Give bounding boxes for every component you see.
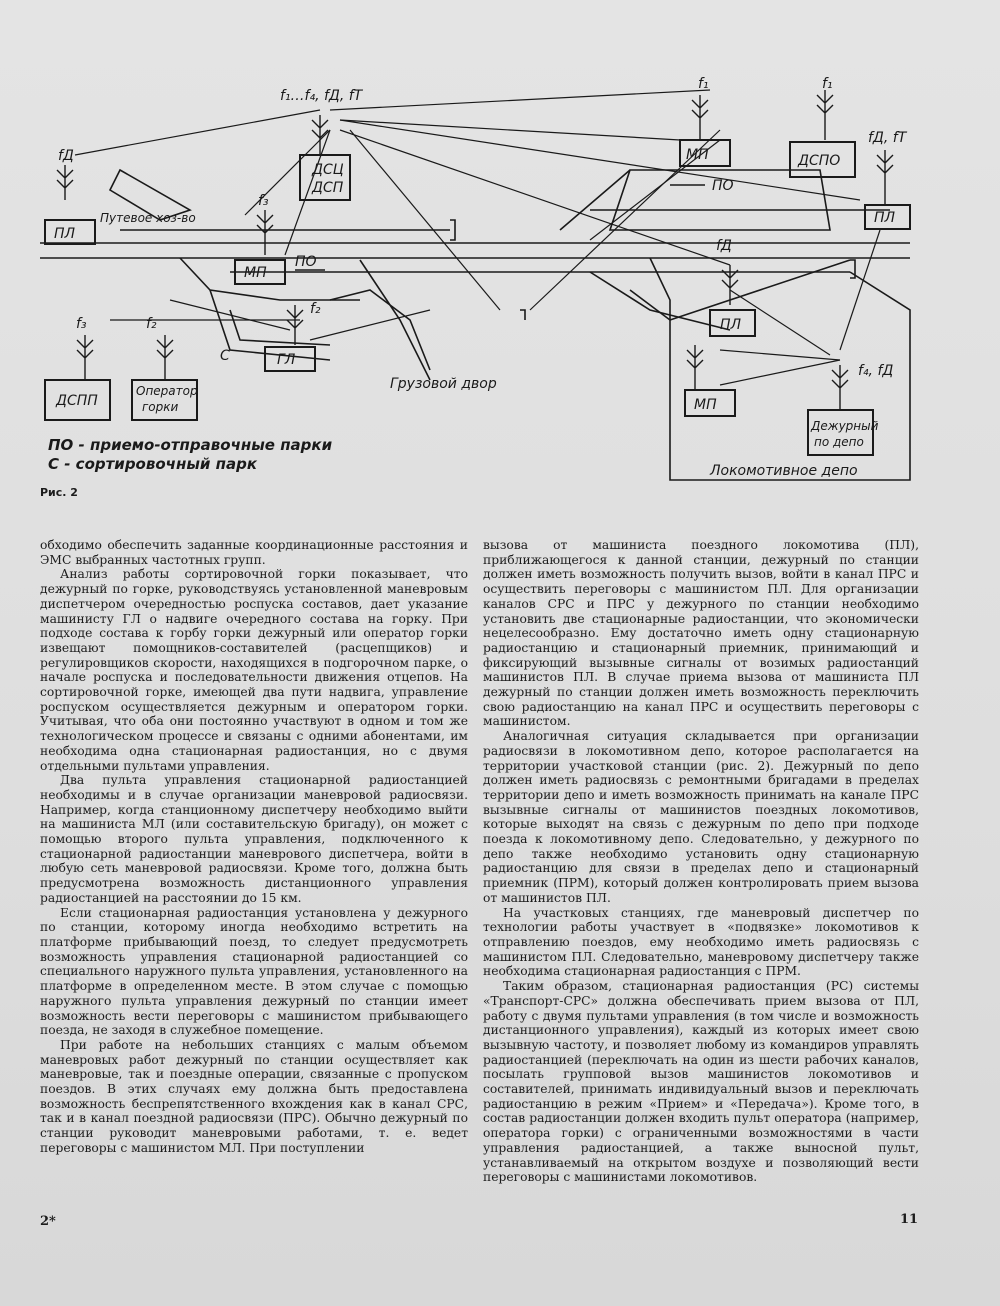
- text-column-right: [483, 538, 919, 1185]
- label-dsc: ДСЦ: [312, 162, 344, 178]
- label-po-mid: ПО: [295, 254, 317, 270]
- label-mp-top: МП: [686, 147, 709, 163]
- figure-legend-c: С - сортировочный парк: [48, 455, 258, 473]
- label-depot-duty2: по депо: [814, 435, 864, 449]
- label-pl-depot: ПЛ: [720, 317, 742, 333]
- label-top-freqs: f₁…f₄, fД, fТ: [280, 88, 363, 104]
- paragraph: Аналогичная ситуация складывается при организации радиосвязи в локомотивном депо, которое располагается на территории участковой станции (рис. 2). Дежурный по депо должен иметь радиосвязь с ремонтными бригадами в пределах территории депо и иметь возможность принимать на канале ПРС вызывные сигналы от машинистов поездных локомотивов, которые выходят на связь с дежурным по депо при подходе поезда к локомотивному депо. Следовательно, у дежурного по депо также необходимо установить одну стационарную радиостанцию для связи в пределах депо и стационарный приемник (ПРМ), который должен контролировать прием вызова от машинистов ПЛ.: [483, 729, 919, 905]
- paragraph: Таким образом, стационарная радиостанция (РС) системы «Транспорт-СРС» должна обеспечивать прием вызова от ПЛ, работу с двумя пультами управления (в том числе и возможность дистанционного управления), каждый из которых имеет свою вызывную частоту, и позволяет любому из командиров управлять радиостанцией (переключать на один из шести рабочих каналов, посылать групповой вызов машинистов локомотивов и составителей, принимать индивидуальный вызов и переключать радиостанцию в режим «Прием» и «Передача»). Кроме того, в состав радиостанции должен входить пульт оператора (например, оператора горки) с ограниченными возможностями в части управления радиостанцией, а также выносной пульт, устанавливаемый на открытом воздухе и позволяющий вести переговоры с машинистами локомотивов.: [483, 979, 919, 1185]
- text-column-left: [40, 538, 468, 1156]
- paragraph: При работе на небольших станциях с малым объемом маневровых работ дежурный по станции осуществляет как маневровые, так и поездные операции, связанные с пропуском поездов. В этих случаях ему должна быть предоставлена возможность беспрепятственного вхождения как в канал СРС, так и в канал поездной радиосвязи (ПРС). Обычно дежурный по станции руководит маневровыми работами, т. е. ведет переговоры с машинистом МЛ. При поступлении: [40, 1037, 468, 1155]
- figure-legend-po: ПО - приемо-отправочные парки: [48, 436, 333, 454]
- label-dspp: ДСПП: [56, 393, 98, 409]
- figure-caption: Рис. 2: [40, 486, 78, 499]
- label-operator: Оператор: [136, 384, 198, 398]
- label-f4-fd: f₄, fД: [858, 363, 894, 379]
- label-depot-duty1: Дежурный: [811, 419, 879, 433]
- label-fd-left: fД: [58, 148, 74, 164]
- label-f2: f₂: [310, 301, 321, 317]
- label-loco-depot: Локомотивное депо: [710, 463, 858, 479]
- label-pl-left: ПЛ: [54, 226, 76, 242]
- label-freight: Грузовой двор: [390, 376, 497, 392]
- paragraph: Анализ работы сортировочной горки показывает, что дежурный по горке, руководствуясь установленной маневровым диспетчером очередностью роспуска составов, дает указание машинисту ГЛ о надвиге очередного состава на горку. При подходе состава к горбу горки дежурный или оператор горки извещают помощников-составителей (расцепщиков) и регулировщиков скорости, находящихся в подгорочном парке, о начале роспуска и последовательности движения отцепов. На сортировочной горке, имеющей два пути надвига, управление роспуском осуществляется дежурным и оператором горки. Учитывая, что оба они постоянно участвуют в одном и том же технологическом процессе и связаны с одними абонентами, им необходима одна стационарная радиостанция, но с двумя отдельными пультами управления.: [40, 567, 468, 773]
- paragraph: Два пульта управления стационарной радиостанцией необходимы и в случае организации маневровой радиосвязи. Например, когда станционному диспетчеру необходимо выйти на машиниста МЛ (или составительскую бригаду), он может с помощью второго пульта управления, подключенного к стационарной радиостанции маневрового диспетчера, войти в любую сеть маневровой радиосвязи. Кроме того, должна быть предусмотрена возможность дистанционного управления радиостанцией на расстоянии до 15 км.: [40, 773, 468, 905]
- label-track-service: Путевое хоз-во: [100, 211, 196, 225]
- label-gl: ГЛ: [277, 352, 296, 368]
- label-mp-depot: МП: [694, 397, 717, 413]
- paragraph: Если стационарная радиостанция установлена у дежурного по станции, которому иногда необходимо встретить на платформе прибывающий поезд, то следует предусмотреть возможность управления стационарной радиостанцией со специального наружного пульта управления, установленного на платформе в определенном месте. В этом случае с помощью наружного пульта управления дежурный по станции имеет возможность вести переговоры с машинистом прибывающего поезда, не заходя в служебное помещение.: [40, 905, 468, 1038]
- paragraph: На участковых станциях, где маневровый диспетчер по технологии работы участвует в «подвязке» локомотивов к отправлению поездов, ему необходимо иметь радиосвязь с машинистом ПЛ. Следовательно, маневровому диспетчеру также необходима стационарная радиостанция с ПРМ.: [483, 905, 919, 979]
- label-f1b: f₁: [822, 76, 833, 92]
- page-number: 11: [900, 1212, 919, 1227]
- label-f2b: f₂: [146, 316, 157, 332]
- label-fd-mid: fД: [716, 238, 732, 254]
- label-mp-mid: МП: [244, 265, 267, 281]
- label-f3b: f₃: [76, 316, 87, 332]
- label-po-top: ПО: [712, 178, 734, 194]
- label-c-park: С: [220, 348, 230, 364]
- label-f3: f₃: [258, 193, 269, 209]
- label-operator2: горки: [142, 400, 179, 414]
- figure-diagram: [30, 60, 980, 490]
- paragraph: вызова от машиниста поездного локомотива (ПЛ), приближающегося к данной станции, дежурный по станции должен иметь возможность получить вызов, войти в канал ПРС и осуществить переговоры с машинистом ПЛ. Для организации каналов СРС и ПРС у дежурного по станции необходимо установить две стационарные радиостанции, что экономически нецелесообразно. Ему достаточно иметь одну стационарную радиостанцию и стационарный приемник, принимающий и фиксирующий вызывные сигналы от возимых радиостанций машинистов ПЛ. В случае приема вызова от машиниста ПЛ дежурный по станции должен иметь возможность переключить свою радиостанцию на канал ПРС и осуществить переговоры с машинистом.: [483, 538, 919, 729]
- label-dsp: ДСП: [312, 180, 344, 196]
- page-signature: 2*: [40, 1214, 56, 1229]
- label-dspo: ДСПО: [798, 153, 841, 169]
- paragraph: обходимо обеспечить заданные координационные расстояния и ЭМС выбранных частотных групп.: [40, 538, 468, 567]
- label-f1a: f₁: [698, 76, 709, 92]
- railway-radio-diagram: [30, 60, 980, 490]
- label-pl-right: ПЛ: [874, 210, 896, 226]
- label-fd-ft: fД, fТ: [868, 130, 907, 146]
